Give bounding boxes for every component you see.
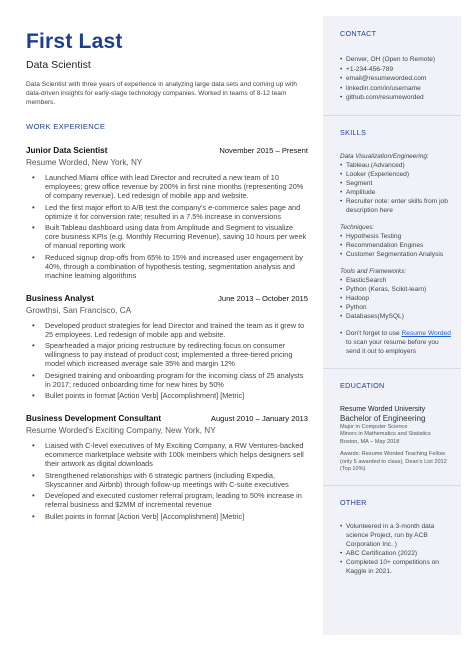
skill-item: • Amplitude	[340, 188, 453, 197]
job-bullet: • Launched Miami office with lead Director and recruited a new team of 10 employees; grew office revenue by 200% in first nine months (representing 20% of company revenue). Led redesign of mobile app and website.	[40, 173, 308, 200]
skill-item: • Segment	[340, 179, 453, 188]
job-bullets	[26, 321, 308, 401]
skill-category: Data Visualization/Engineering:	[340, 152, 429, 160]
job-bullet: • Built Tableau dashboard using data from Amplitude and Segment to visualize core business KPIs (e.g. Monthly Recurring Revenue), saving 10 hours per week of manual reporting work	[40, 223, 308, 250]
education-location: Boston, MA – May 2018	[340, 438, 400, 445]
resume-tip	[340, 329, 453, 356]
job-bullet: • Developed product strategies for lead Director and trained the team as it grew to 25 employees. Led redesign of mobile app and website.	[40, 321, 308, 339]
skill-list	[340, 161, 453, 215]
job-bullet: • Led the first major effort to A/B test the company's e-commerce sales page and optimize it for conversion rate; resulted in a 7.5% increase in conversions	[40, 203, 308, 221]
job-title: Business Analyst	[26, 293, 94, 303]
sidebar	[323, 16, 461, 635]
other-list	[340, 522, 453, 576]
skill-item: • Python (Keras, Scikit-learn)	[340, 285, 453, 294]
job-bullet: • Designed training and onboarding program for the incoming class of 25 analysts in 2017; reduced onboarding time for new hires by 50%	[40, 371, 308, 389]
other-item: • Completed 10+ competitions on Kaggle in 2021.	[340, 558, 453, 576]
job-date: August 2010 – January 2013	[210, 414, 308, 423]
candidate-name: First Last	[26, 30, 123, 53]
skill-list	[340, 232, 453, 259]
job-bullets	[26, 441, 308, 521]
resume-tip-prefix: Don't forget to use	[346, 329, 402, 337]
other-heading: OTHER	[340, 498, 367, 508]
contact-phone[interactable]: • +1-234-456-789	[340, 65, 453, 75]
contact-heading: CONTACT	[340, 29, 377, 38]
other-item: • ABC Certification (2022)	[340, 549, 453, 558]
job-bullet: • Spearheaded a major pricing restructure by redirecting focus on consumer willingness to pay instead of product cost; implemented a three-tiered pricing model which increased average sale 35% and margin 12%	[40, 341, 308, 368]
main-column	[26, 30, 308, 523]
skills-heading: SKILLS	[340, 127, 367, 137]
skill-item: • Recruiter note: enter skills from job description here	[340, 197, 453, 215]
contact-list	[340, 55, 453, 103]
skill-category: Tools and Frameworks:	[340, 267, 407, 275]
skill-item: • Tableau (Advanced)	[340, 161, 453, 170]
skill-list	[340, 276, 453, 321]
job-title: Junior Data Scientist	[26, 146, 108, 155]
job-date: June 2013 – October 2015	[218, 293, 308, 303]
skill-item: • Python	[340, 303, 453, 312]
job-title: Business Development Consultant	[26, 414, 162, 423]
job-bullet: • Reduced signup drop-offs from 65% to 15% and increased user engagement by 40%, through a combination of hypothesis testing, segmentation analysis and machine learning algorithms	[40, 253, 308, 280]
job-bullet: • Bullet points in format [Action Verb] [Accomplishment] [Metric]	[40, 512, 308, 521]
divider	[323, 115, 461, 116]
contact-linkedin[interactable]: • linkedin.com/in/username	[340, 84, 453, 94]
contact-email[interactable]: • email@resumeworded.com	[340, 74, 453, 84]
skill-item: • Recommendation Engines	[340, 241, 453, 250]
job-bullet: • Liaised with C-level executives of My Exciting Company, a RW Ventures-backed ecommerce marketplace website with 100k members which helps designers sell their artwork as digital downloads	[40, 441, 308, 468]
job-entry	[26, 294, 308, 401]
job-entry	[26, 146, 308, 280]
education-degree: Bachelor of Engineering	[340, 414, 426, 423]
resume-tip-text	[340, 329, 453, 356]
skill-item: • Databases(MySQL)	[340, 312, 453, 321]
resume-tip-suffix: to scan your resume before you send it out to employers	[346, 338, 439, 355]
summary: Data Scientist with three years of experience in analyzing large data sets and coming up with data-driven insights for early-stage technology companies. Worked in teams of 8-12 team members.	[26, 81, 297, 106]
contact-github[interactable]: • github.com/resumeworded	[340, 93, 453, 103]
job-header	[26, 294, 308, 304]
job-date: November 2015 – Present	[219, 146, 308, 155]
skill-item: • Hadoop	[340, 294, 453, 303]
job-bullet: • Strengthened relationships with 6 strategic partners (including Expedia, Skyscanner and Airbnb) through follow-up meetings with C-suite executives	[40, 471, 308, 489]
skill-item: • Customer Segmentation Analysis	[340, 250, 453, 259]
job-bullets	[26, 173, 308, 280]
job-bullet: • Bullet points in format [Action Verb] [Accomplishment] [Metric]	[40, 391, 308, 400]
other-item: • Volunteered in a 3-month data science Project, run by ACB Corporation Inc. )	[340, 522, 453, 549]
job-company: Resume Worded's Exciting Company, New York, NY	[26, 426, 216, 435]
education-school: Resume Worded University	[340, 405, 426, 413]
job-header	[26, 146, 308, 156]
job-header	[26, 414, 308, 424]
divider	[323, 485, 461, 486]
education-minors: Minors in Mathematics and Statistics	[340, 431, 431, 438]
job-bullet: • Developed and executed customer referral program, leading to 50% increase in referral business and $2MM of incremental revenue	[40, 491, 308, 509]
job-entry	[26, 414, 308, 521]
job-company: Resume Worded, New York, NY	[26, 158, 143, 167]
divider	[323, 368, 461, 369]
job-company: Growthsi, San Francisco, CA	[26, 305, 132, 315]
skill-item: • Hypothesis Testing	[340, 232, 453, 241]
skill-item: • Looker (Experienced)	[340, 170, 453, 179]
skill-category: Techniques:	[340, 223, 375, 231]
candidate-role: Data Scientist	[26, 59, 91, 71]
skill-item: • ElasticSearch	[340, 276, 453, 285]
work-experience-heading: WORK EXPERIENCE	[26, 122, 106, 131]
contact-location: • Denver, OH (Open to Remote)	[340, 55, 453, 65]
education-awards: Awards: Resume Worded Teaching Fellow (only 5 awarded to class), Dean's List 2012 (Top 10%)	[340, 451, 447, 473]
education-major: Major in Computer Science	[340, 424, 408, 430]
education-heading: EDUCATION	[340, 380, 385, 390]
resume-worded-link[interactable]: Resume Worded	[401, 329, 451, 337]
